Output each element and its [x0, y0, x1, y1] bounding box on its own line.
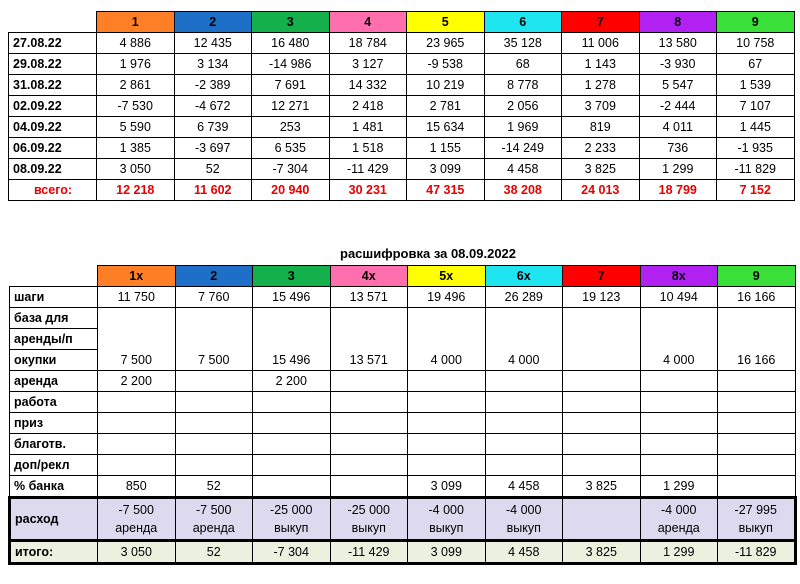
value-cell: [563, 434, 641, 455]
value-cell: [98, 434, 176, 455]
value-cell: 1 969: [484, 117, 562, 138]
result-cell: 52: [175, 541, 253, 564]
row-base: [10, 308, 796, 329]
result-cell: 1 299: [640, 541, 718, 564]
value-cell: [175, 392, 253, 413]
row-label: приз: [10, 413, 98, 434]
value-cell: 850: [98, 476, 176, 498]
value-cell: [718, 434, 796, 455]
value-cell: 13 571: [330, 287, 408, 308]
row-label: окупки: [10, 350, 98, 371]
value-cell: [563, 413, 641, 434]
value-cell: 1 155: [407, 138, 485, 159]
value-cell: [253, 434, 331, 455]
column-header: 8x: [640, 266, 718, 287]
value-cell: 3 099: [407, 159, 485, 180]
result-cell: 3 825: [563, 541, 641, 564]
value-cell: 7 691: [252, 75, 330, 96]
expense-cell: [485, 498, 563, 541]
column-header: 9: [717, 12, 795, 33]
value-cell: [718, 413, 796, 434]
row-label: база для: [10, 308, 98, 329]
column-header: 1x: [98, 266, 176, 287]
value-cell: [408, 371, 486, 392]
value-cell: 1 299: [639, 159, 717, 180]
date-cell: 02.09.22: [9, 96, 97, 117]
value-cell: 819: [562, 117, 640, 138]
value-cell: 3 709: [562, 96, 640, 117]
column-header: 5: [407, 12, 485, 33]
column-header: 4: [329, 12, 407, 33]
value-cell: -2 444: [639, 96, 717, 117]
value-cell: [640, 413, 718, 434]
value-cell: 10 494: [640, 287, 718, 308]
value-cell: [640, 455, 718, 476]
value-cell: -3 930: [639, 54, 717, 75]
value-cell: 1 445: [717, 117, 795, 138]
date-cell: 31.08.22: [9, 75, 97, 96]
value-cell: 26 289: [485, 287, 563, 308]
column-header: 1: [97, 12, 175, 33]
value-cell: [563, 308, 641, 371]
expense-amount: -25 000: [270, 503, 313, 517]
value-cell: 16 480: [252, 33, 330, 54]
value-cell: -7 304: [252, 159, 330, 180]
column-header: 7: [562, 12, 640, 33]
value-cell: 2 781: [407, 96, 485, 117]
value-cell: 3 825: [562, 159, 640, 180]
value-cell: 6 739: [174, 117, 252, 138]
row-charity: [10, 434, 796, 455]
expense-cell: [253, 498, 331, 541]
expense-amount: -7 500: [118, 503, 154, 517]
corner-cell: [9, 12, 97, 33]
value-cell: 3 099: [408, 476, 486, 498]
value-cell: 12 435: [174, 33, 252, 54]
expense-cell: [640, 498, 718, 541]
value-cell: 2 056: [484, 96, 562, 117]
expense-cell: [718, 498, 796, 541]
value-cell: 67: [717, 54, 795, 75]
row-label: шаги: [10, 287, 98, 308]
value-cell: 1 976: [97, 54, 175, 75]
value-cell: 15 496: [253, 287, 331, 308]
date-cell: 04.09.22: [9, 117, 97, 138]
table-row: [9, 117, 795, 138]
value-cell: [98, 413, 176, 434]
value-cell: [718, 371, 796, 392]
row-label: аренда: [10, 371, 98, 392]
value-cell: 68: [484, 54, 562, 75]
total-cell: 47 315: [407, 180, 485, 201]
column-header: 8: [639, 12, 717, 33]
value-cell: 4 011: [639, 117, 717, 138]
value-cell: 7 107: [717, 96, 795, 117]
column-header: 6: [484, 12, 562, 33]
column-header: 7: [563, 266, 641, 287]
date-cell: 06.09.22: [9, 138, 97, 159]
expense-note: выкуп: [429, 521, 464, 535]
value-cell: 1 518: [329, 138, 407, 159]
value-cell: 4 000: [640, 308, 718, 371]
value-cell: 1 481: [329, 117, 407, 138]
total-label: всего:: [9, 180, 97, 201]
value-cell: 35 128: [484, 33, 562, 54]
value-cell: [485, 434, 563, 455]
expense-cell: [175, 498, 253, 541]
date-cell: 08.09.22: [9, 159, 97, 180]
row-label: итого:: [10, 541, 98, 564]
value-cell: 52: [174, 159, 252, 180]
value-cell: 2 200: [98, 371, 176, 392]
expense-amount: -27 995: [734, 503, 777, 517]
result-cell: -11 429: [330, 541, 408, 564]
expense-note: выкуп: [274, 521, 309, 535]
value-cell: 253: [252, 117, 330, 138]
expense-amount: -4 000: [661, 503, 697, 517]
value-cell: 11 006: [562, 33, 640, 54]
value-cell: 2 418: [329, 96, 407, 117]
value-cell: 8 778: [484, 75, 562, 96]
row-steps: [10, 287, 796, 308]
value-cell: [563, 455, 641, 476]
value-cell: 7 500: [98, 308, 176, 371]
column-header: 3: [253, 266, 331, 287]
row-label: благотв.: [10, 434, 98, 455]
expense-cell: [563, 498, 641, 541]
value-cell: 5 590: [97, 117, 175, 138]
value-cell: 1 539: [717, 75, 795, 96]
value-cell: [253, 392, 331, 413]
value-cell: [485, 455, 563, 476]
value-cell: 13 571: [330, 308, 408, 371]
value-cell: 1 385: [97, 138, 175, 159]
value-cell: 16 166: [718, 308, 796, 371]
value-cell: 10 758: [717, 33, 795, 54]
expense-note: аренда: [115, 521, 158, 535]
value-cell: [330, 476, 408, 498]
value-cell: [253, 455, 331, 476]
value-cell: 6 535: [252, 138, 330, 159]
row-label: работа: [10, 392, 98, 413]
expense-cell: [330, 498, 408, 541]
value-cell: [98, 455, 176, 476]
value-cell: [98, 392, 176, 413]
total-cell: 38 208: [484, 180, 562, 201]
value-cell: 4 458: [485, 476, 563, 498]
expense-amount: -7 500: [196, 503, 232, 517]
expense-note: выкуп: [506, 521, 541, 535]
breakdown-caption: расшифровка за 08.09.2022: [340, 246, 517, 261]
value-cell: -1 935: [717, 138, 795, 159]
total-cell: 18 799: [639, 180, 717, 201]
value-cell: [640, 392, 718, 413]
value-cell: [175, 413, 253, 434]
expense-cell: [408, 498, 486, 541]
value-cell: 4 458: [484, 159, 562, 180]
expense-amount: -25 000: [347, 503, 390, 517]
value-cell: [718, 392, 796, 413]
total-cell: 7 152: [717, 180, 795, 201]
expense-note: аренда: [192, 521, 235, 535]
value-cell: [485, 392, 563, 413]
value-cell: 3 825: [563, 476, 641, 498]
column-header: 9: [718, 266, 796, 287]
row-prize: [10, 413, 796, 434]
expense-note: аренда: [657, 521, 700, 535]
value-cell: -9 538: [407, 54, 485, 75]
header-row: [10, 266, 796, 287]
value-cell: 7 500: [175, 308, 253, 371]
value-cell: [175, 371, 253, 392]
table-row: [9, 75, 795, 96]
value-cell: [563, 371, 641, 392]
row-label: аренды/п: [10, 329, 98, 350]
value-cell: [408, 413, 486, 434]
value-cell: -7 530: [97, 96, 175, 117]
column-header: 4x: [330, 266, 408, 287]
row-rent: [10, 371, 796, 392]
value-cell: -11 829: [717, 159, 795, 180]
result-cell: -11 829: [718, 541, 796, 564]
value-cell: [485, 413, 563, 434]
value-cell: 1 278: [562, 75, 640, 96]
value-cell: [640, 434, 718, 455]
result-cell: 4 458: [485, 541, 563, 564]
value-cell: 4 886: [97, 33, 175, 54]
expense-note: выкуп: [738, 521, 773, 535]
value-cell: 52: [175, 476, 253, 498]
column-header: 2: [174, 12, 252, 33]
value-cell: 736: [639, 138, 717, 159]
value-cell: 1 299: [640, 476, 718, 498]
value-cell: 18 784: [329, 33, 407, 54]
row-expense: [10, 498, 796, 541]
table-row: [9, 54, 795, 75]
expense-amount: -4 000: [506, 503, 542, 517]
row-work: [10, 392, 796, 413]
table-row: [9, 138, 795, 159]
value-cell: [718, 476, 796, 498]
row-label: доп/рекл: [10, 455, 98, 476]
total-row: [9, 180, 795, 201]
row-ads: [10, 455, 796, 476]
column-header: 5x: [408, 266, 486, 287]
value-cell: [408, 434, 486, 455]
table-row: [9, 159, 795, 180]
value-cell: [330, 392, 408, 413]
value-cell: -11 429: [329, 159, 407, 180]
value-cell: -2 389: [174, 75, 252, 96]
corner-cell: [10, 266, 98, 287]
value-cell: 11 750: [98, 287, 176, 308]
value-cell: 15 496: [253, 308, 331, 371]
table-row: [9, 33, 795, 54]
value-cell: 19 496: [408, 287, 486, 308]
value-cell: 5 547: [639, 75, 717, 96]
value-cell: [718, 455, 796, 476]
value-cell: 2 200: [253, 371, 331, 392]
total-cell: 11 602: [174, 180, 252, 201]
header-row: [9, 12, 795, 33]
row-label: расход: [10, 498, 98, 541]
value-cell: 2 233: [562, 138, 640, 159]
value-cell: [485, 371, 563, 392]
value-cell: [408, 392, 486, 413]
value-cell: [330, 413, 408, 434]
value-cell: [175, 455, 253, 476]
value-cell: 3 127: [329, 54, 407, 75]
value-cell: -14 986: [252, 54, 330, 75]
result-cell: -7 304: [253, 541, 331, 564]
value-cell: 1 143: [562, 54, 640, 75]
value-cell: 15 634: [407, 117, 485, 138]
result-cell: 3 050: [98, 541, 176, 564]
summary-table: [8, 11, 795, 201]
row-bank: [10, 476, 796, 498]
date-cell: 27.08.22: [9, 33, 97, 54]
value-cell: [330, 434, 408, 455]
value-cell: [253, 476, 331, 498]
total-cell: 20 940: [252, 180, 330, 201]
value-cell: 23 965: [407, 33, 485, 54]
value-cell: 2 861: [97, 75, 175, 96]
value-cell: [330, 371, 408, 392]
value-cell: -14 249: [484, 138, 562, 159]
row-label: % банка: [10, 476, 98, 498]
total-cell: 30 231: [329, 180, 407, 201]
value-cell: 19 123: [563, 287, 641, 308]
expense-note: выкуп: [351, 521, 386, 535]
breakdown-table: [8, 265, 797, 565]
value-cell: -3 697: [174, 138, 252, 159]
value-cell: 4 000: [485, 308, 563, 371]
value-cell: 3 050: [97, 159, 175, 180]
value-cell: [640, 371, 718, 392]
value-cell: [408, 455, 486, 476]
total-cell: 24 013: [562, 180, 640, 201]
expense-amount: -4 000: [428, 503, 464, 517]
value-cell: [175, 434, 253, 455]
value-cell: 14 332: [329, 75, 407, 96]
result-cell: 3 099: [408, 541, 486, 564]
value-cell: 16 166: [718, 287, 796, 308]
value-cell: [563, 392, 641, 413]
value-cell: [330, 455, 408, 476]
value-cell: 10 219: [407, 75, 485, 96]
value-cell: 3 134: [174, 54, 252, 75]
value-cell: 13 580: [639, 33, 717, 54]
value-cell: [253, 413, 331, 434]
value-cell: 12 271: [252, 96, 330, 117]
value-cell: 4 000: [408, 308, 486, 371]
table-row: [9, 96, 795, 117]
column-header: 3: [252, 12, 330, 33]
date-cell: 29.08.22: [9, 54, 97, 75]
column-header: 6x: [485, 266, 563, 287]
expense-cell: [98, 498, 176, 541]
total-cell: 12 218: [97, 180, 175, 201]
column-header: 2: [175, 266, 253, 287]
value-cell: -4 672: [174, 96, 252, 117]
value-cell: 7 760: [175, 287, 253, 308]
row-result: [10, 541, 796, 564]
